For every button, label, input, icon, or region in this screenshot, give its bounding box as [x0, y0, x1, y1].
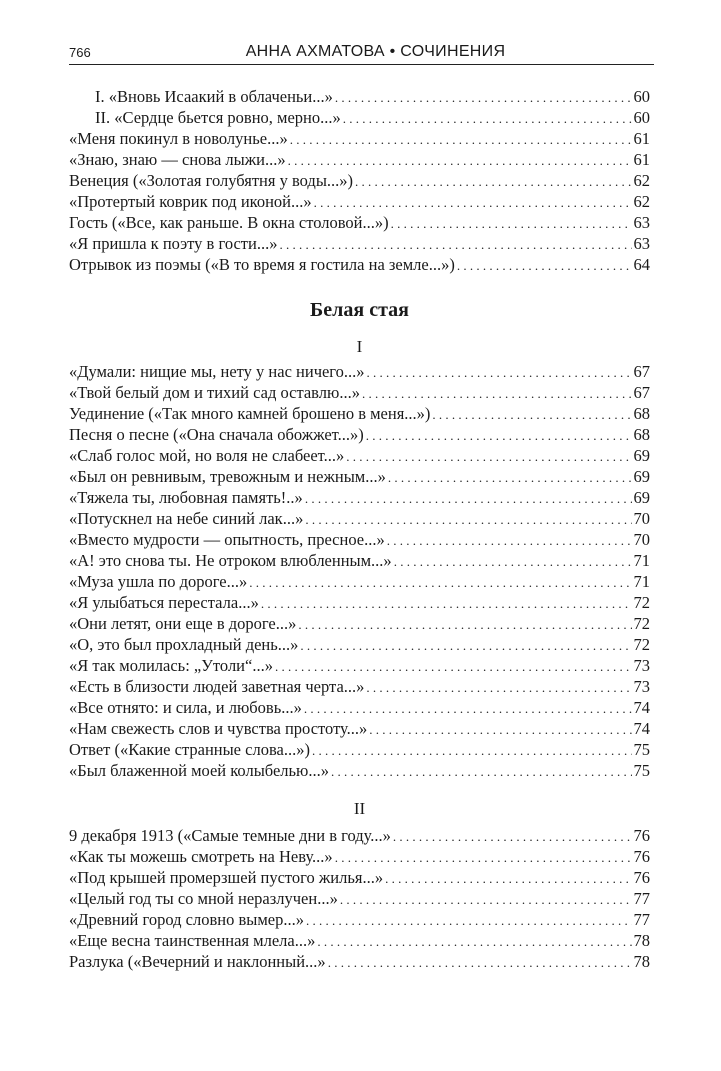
dot-leader [305, 509, 631, 530]
toc-entry-title: «Есть в близости людей заветная черта...» [69, 677, 365, 696]
toc-entry-page: 76 [633, 826, 650, 845]
dot-leader [314, 192, 632, 213]
page-number: 766 [69, 45, 91, 60]
toc-entry-page: 77 [633, 889, 650, 908]
toc-entry-page: 74 [633, 719, 650, 738]
dot-leader [366, 677, 631, 698]
dot-leader [335, 87, 632, 108]
toc-entry-page: 67 [633, 362, 650, 381]
dot-leader [249, 572, 631, 593]
toc-entry [69, 825, 650, 846]
running-title: АННА АХМАТОВА • СОЧИНЕНИЯ [245, 43, 506, 60]
toc-entry-title: «Слаб голос мой, но воля не слабеет...» [69, 446, 345, 465]
toc-entry [69, 86, 650, 107]
part-label-1: I [356, 337, 363, 356]
toc-entry-page: 77 [633, 910, 650, 929]
dot-leader [304, 698, 632, 719]
toc-entry-title: Гость («Все, как раньше. В окна столовой...») [69, 213, 389, 232]
dot-leader [355, 171, 631, 192]
dot-leader [393, 826, 632, 847]
toc-block-previous [69, 86, 650, 275]
toc-entry-title: Разлука («Вечерний и наклонный...» [69, 952, 326, 971]
toc-entry [69, 382, 650, 403]
toc-entry-page: 68 [633, 425, 650, 444]
toc-entry-page: 63 [633, 234, 650, 253]
dot-leader [343, 108, 632, 129]
toc-entry-title: «Муза ушла по дороге...» [69, 572, 248, 591]
toc-entry [69, 361, 650, 382]
table-of-contents [69, 86, 650, 972]
toc-entry [69, 739, 650, 760]
toc-entry [69, 951, 650, 972]
toc-entry-title: «Думали: нищие мы, нету у нас ничего...» [69, 362, 365, 381]
toc-entry-title: «Целый год ты со мной неразлучен...» [69, 889, 338, 908]
toc-entry-page: 62 [633, 171, 650, 190]
toc-entry-title: «Потускнел на небе синий лак...» [69, 509, 304, 528]
dot-leader [261, 593, 632, 614]
toc-entry-page: 69 [633, 488, 650, 507]
toc-entry [69, 909, 650, 930]
toc-entry [69, 697, 650, 718]
toc-entry [69, 445, 650, 466]
toc-entry [69, 107, 650, 128]
toc-entry-page: 63 [633, 213, 650, 232]
toc-entry-title: «А! это снова ты. Не отроком влюбленным...» [69, 551, 392, 570]
dot-leader [298, 614, 631, 635]
dot-leader [366, 425, 632, 446]
dot-leader [335, 847, 632, 868]
dot-leader [331, 761, 632, 782]
toc-entry-title: Венеция («Золотая голубятня у воды...») [69, 171, 354, 190]
toc-entry-title: Отрывок из поэмы («В то время я гостила на земле...») [69, 255, 455, 274]
toc-entry [69, 613, 650, 634]
toc-entry-title: II. «Сердце бьется ровно, мерно...» [95, 108, 341, 127]
part-label-2: II [353, 799, 366, 818]
toc-entry-page: 72 [633, 635, 650, 654]
dot-leader [288, 150, 632, 171]
toc-entry-title: «Твой белый дом и тихий сад оставлю...» [69, 383, 360, 402]
dot-leader [346, 446, 631, 467]
toc-entry-page: 72 [633, 614, 650, 633]
toc-entry-title: «Все отнято: и сила, и любовь...» [69, 698, 302, 717]
toc-entry [69, 592, 650, 613]
toc-entry-page: 67 [633, 383, 650, 402]
toc-entry-page: 70 [633, 509, 650, 528]
toc-entry-title: «Они летят, они еще в дороге...» [69, 614, 297, 633]
dot-leader [457, 255, 632, 276]
dot-leader [369, 719, 631, 740]
toc-entry-page: 71 [633, 572, 650, 591]
toc-entry-page: 76 [633, 868, 650, 887]
toc-entry-page: 61 [633, 129, 650, 148]
toc-entry [69, 424, 650, 445]
toc-entry [69, 254, 650, 275]
toc-entry-title: «Меня покинул в новолунье...» [69, 129, 288, 148]
toc-entry-page: 76 [633, 847, 650, 866]
dot-leader [328, 952, 632, 973]
toc-entry [69, 529, 650, 550]
toc-entry [69, 867, 650, 888]
dot-leader [394, 551, 632, 572]
dot-leader [306, 910, 632, 931]
toc-entry-title: I. «Вновь Исаакий в облаченьи...» [95, 87, 333, 106]
toc-entry [69, 128, 650, 149]
toc-entry [69, 655, 650, 676]
toc-entry [69, 930, 650, 951]
toc-entry-page: 61 [633, 150, 650, 169]
dot-leader [362, 383, 632, 404]
dot-leader [275, 656, 632, 677]
dot-leader [388, 467, 632, 488]
toc-entry-page: 73 [633, 677, 650, 696]
toc-entry-page: 70 [633, 530, 650, 549]
toc-part-2 [69, 825, 650, 972]
toc-entry [69, 149, 650, 170]
toc-entry-title: «Нам свежесть слов и чувства простоту...» [69, 719, 368, 738]
toc-entry [69, 760, 650, 781]
toc-entry [69, 676, 650, 697]
toc-entry-title: «Я так молилась: „Утоли“...» [69, 656, 273, 675]
toc-entry [69, 212, 650, 233]
toc-entry-title: «Еще весна таинственная млела...» [69, 931, 316, 950]
toc-entry-page: 73 [633, 656, 650, 675]
toc-entry-page: 72 [633, 593, 650, 612]
toc-part-1 [69, 361, 650, 781]
toc-entry-title: «Протертый коврик под иконой...» [69, 192, 312, 211]
toc-entry-page: 75 [633, 761, 650, 780]
dot-leader [391, 213, 632, 234]
toc-entry-title: «Древний город словно вымер...» [69, 910, 304, 929]
toc-entry-page: 68 [633, 404, 650, 423]
toc-entry-title: «Я улыбаться перестала...» [69, 593, 259, 612]
dot-leader [305, 488, 632, 509]
toc-entry-page: 75 [633, 740, 650, 759]
toc-entry-page: 69 [633, 467, 650, 486]
dot-leader [300, 635, 631, 656]
toc-entry-page: 78 [633, 952, 650, 971]
dot-leader [290, 129, 632, 150]
toc-entry [69, 571, 650, 592]
toc-entry-title: «Под крышей промерзшей пустого жилья...» [69, 868, 384, 887]
toc-entry-title: Песня о песне («Она сначала обожжет...») [69, 425, 364, 444]
toc-entry [69, 846, 650, 867]
toc-entry-page: 74 [633, 698, 650, 717]
toc-entry-title: «Вместо мудрости — опытность, пресное...» [69, 530, 385, 549]
toc-entry [69, 170, 650, 191]
toc-entry-page: 71 [633, 551, 650, 570]
dot-leader [387, 530, 632, 551]
running-header [69, 42, 654, 65]
toc-entry [69, 888, 650, 909]
toc-entry-page: 64 [633, 255, 650, 274]
toc-entry [69, 403, 650, 424]
toc-entry [69, 550, 650, 571]
toc-entry-page: 69 [633, 446, 650, 465]
toc-entry-title: «Знаю, знаю — снова лыжи...» [69, 150, 286, 169]
toc-entry [69, 466, 650, 487]
dot-leader [340, 889, 632, 910]
toc-entry [69, 634, 650, 655]
toc-entry [69, 233, 650, 254]
toc-entry [69, 718, 650, 739]
toc-entry-page: 78 [633, 931, 650, 950]
dot-leader [312, 740, 632, 761]
toc-entry [69, 191, 650, 212]
toc-entry-title: Уединение («Так много камней брошено в меня...») [69, 404, 431, 423]
toc-entry-title: «Тяжела ты, любовная память!..» [69, 488, 303, 507]
dot-leader [367, 362, 632, 383]
toc-entry-title: «Был блаженной моей колыбелью...» [69, 761, 329, 780]
dot-leader [279, 234, 631, 255]
toc-entry [69, 487, 650, 508]
dot-leader [385, 868, 631, 889]
toc-entry-title: 9 декабря 1913 («Самые темные дни в году...» [69, 826, 391, 845]
toc-entry-title: Ответ («Какие странные слова...») [69, 740, 310, 759]
dot-leader [432, 404, 631, 425]
section-title: Белая стая [310, 299, 409, 321]
toc-entry-page: 60 [633, 87, 650, 106]
dot-leader [317, 931, 631, 952]
toc-entry-title: «Как ты можешь смотреть на Неву...» [69, 847, 333, 866]
toc-entry-page: 62 [633, 192, 650, 211]
toc-entry [69, 508, 650, 529]
toc-entry-page: 60 [633, 108, 650, 127]
toc-entry-title: «О, это был прохладный день...» [69, 635, 299, 654]
toc-entry-title: «Был он ревнивым, тревожным и нежным...» [69, 467, 386, 486]
toc-entry-title: «Я пришла к поэту в гости...» [69, 234, 278, 253]
